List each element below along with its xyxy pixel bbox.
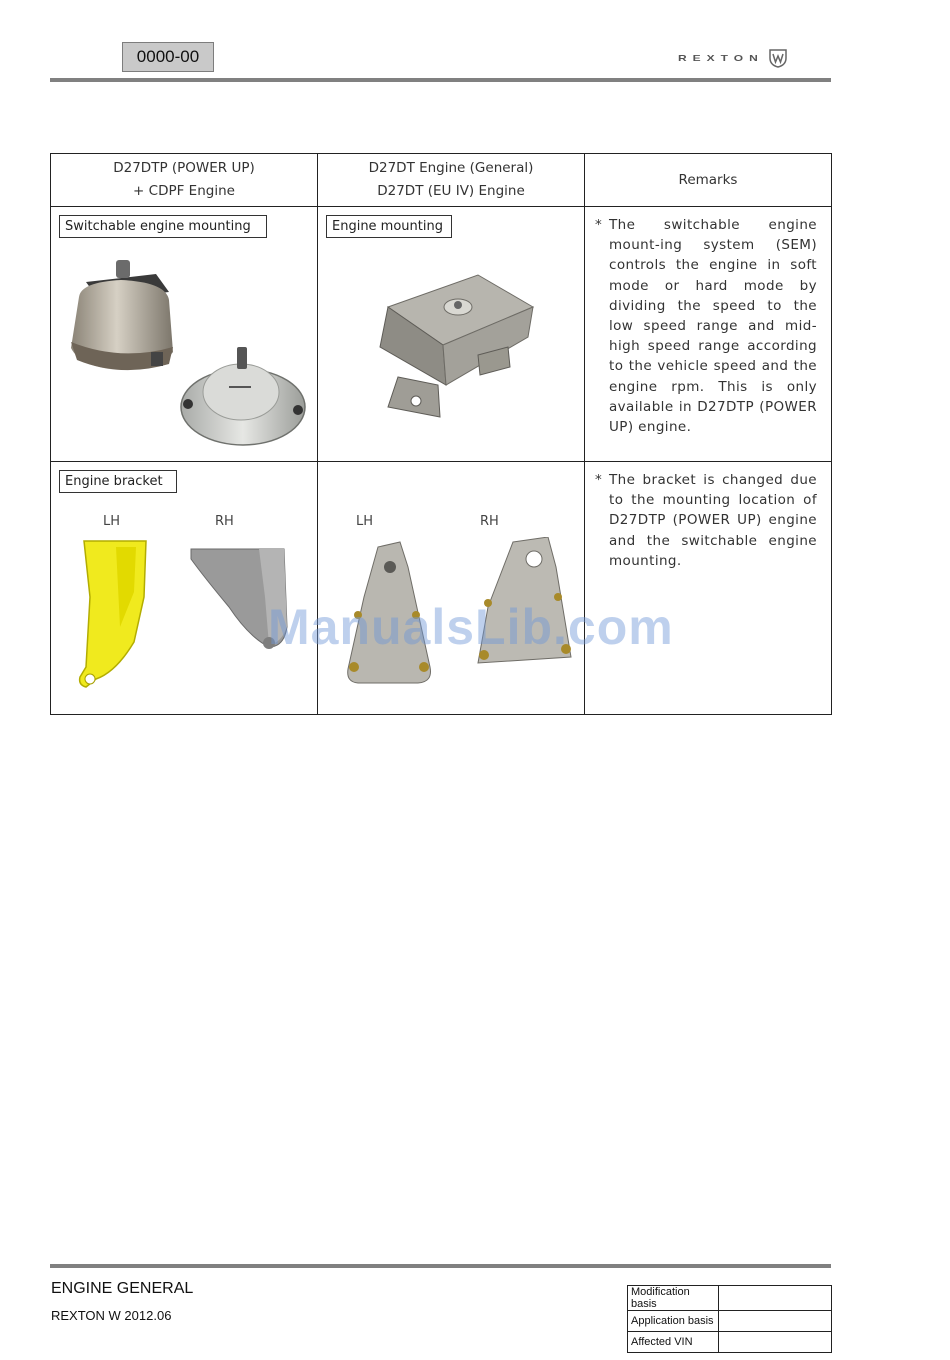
basis-label: Application basis	[628, 1311, 719, 1332]
watermark: ManualsLib.com	[268, 599, 674, 655]
table-row	[628, 1332, 832, 1353]
table-row	[628, 1311, 832, 1332]
remark-bullet: *	[595, 472, 603, 488]
basis-label: Affected VIN	[628, 1332, 719, 1353]
table-row	[628, 1286, 832, 1311]
remark-bullet: *	[595, 217, 603, 233]
brand-logo	[678, 47, 788, 69]
side-label-rh: RH	[215, 514, 234, 529]
basis-value	[719, 1286, 832, 1311]
table-cell	[318, 462, 585, 715]
brand-emblem-icon	[768, 48, 788, 68]
side-label-lh: LH	[356, 514, 374, 529]
remark-text: * The switchable engine mount-ing system (SEM) controls the engine in soft mode or hard mode by dividing the speed to the low speed range and mid-high speed range according to the vehicle speed and the engine rpm. This is only available in D27DTP (POWER UP) engine.	[585, 207, 831, 437]
basis-table	[627, 1285, 832, 1353]
column-header: D27DT Engine (General) D27DT (EU IV) Engine	[318, 154, 585, 207]
switchable-mount-image	[61, 252, 311, 452]
footer-subtitle: REXTON W 2012.06	[51, 1308, 172, 1323]
footer-rule	[50, 1264, 831, 1268]
footer-title: ENGINE GENERAL	[51, 1280, 194, 1297]
table-row	[51, 207, 832, 462]
engine-mounting-label: Engine mounting	[326, 215, 452, 238]
basis-label: Modification basis	[628, 1286, 719, 1311]
engine-mount-image	[368, 267, 548, 427]
table-cell	[51, 462, 318, 715]
page-code: 0000-00	[122, 42, 214, 72]
column-header: Remarks	[585, 154, 832, 207]
column-header: D27DTP (POWER UP) + CDPF Engine	[51, 154, 318, 207]
switchable-mounting-label: Switchable engine mounting	[59, 215, 267, 238]
basis-value	[719, 1311, 832, 1332]
table-header-row	[51, 154, 832, 207]
side-label-rh: RH	[480, 514, 499, 529]
engine-bracket-label: Engine bracket	[59, 470, 177, 493]
side-label-lh: LH	[103, 514, 121, 529]
table-cell	[51, 207, 318, 462]
header-rule	[50, 78, 831, 82]
brand-wordmark: REXTON	[678, 53, 764, 63]
table-cell	[318, 207, 585, 462]
table-cell	[585, 462, 832, 715]
bracket-lh-image	[76, 537, 151, 692]
table-row	[51, 462, 832, 715]
remark-text: * The bracket is changed due to the mounting location of D27DTP (POWER UP) engine and the switchable engine mounting.	[585, 462, 831, 571]
table-cell	[585, 207, 832, 462]
basis-value	[719, 1332, 832, 1353]
